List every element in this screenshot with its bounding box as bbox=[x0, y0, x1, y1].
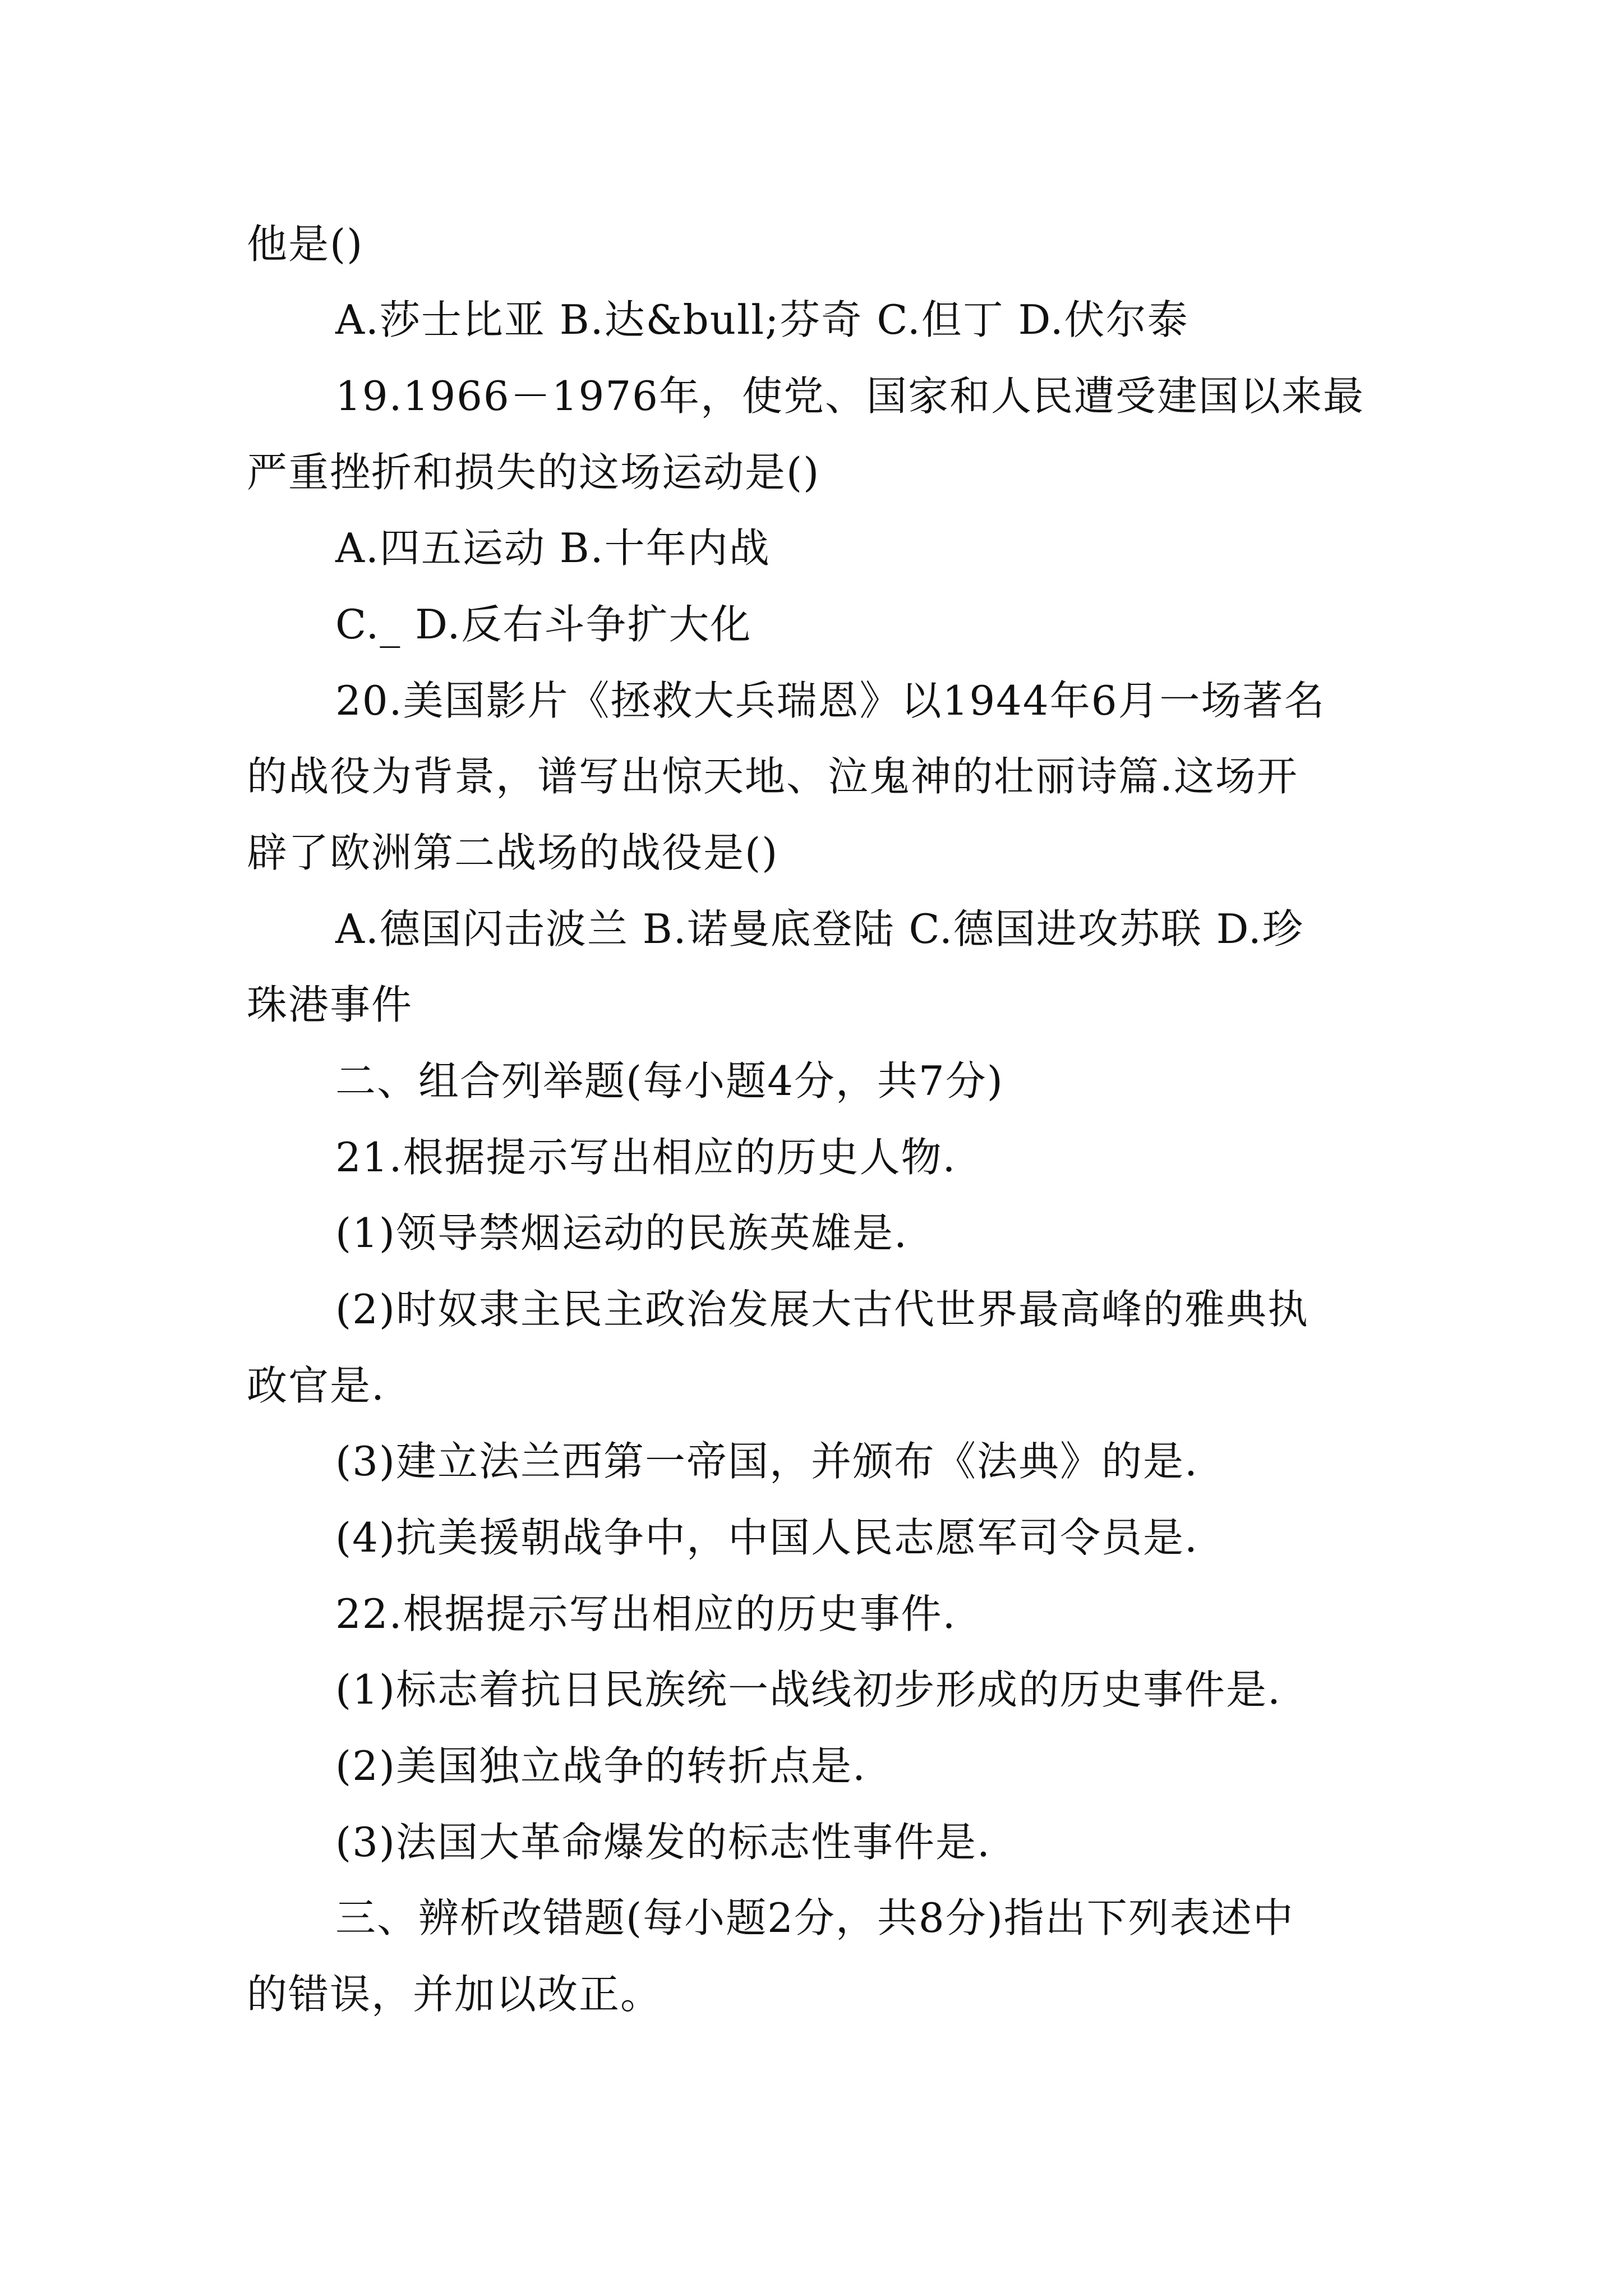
text-line: 三、辨析改错题(每小题2分，共8分)指出下列表述中 bbox=[335, 1894, 1294, 1941]
text-line: 22.根据提示写出相应的历史事件. bbox=[335, 1590, 957, 1637]
text-line: 二、组合列举题(每小题4分，共7分) bbox=[335, 1057, 1004, 1105]
text-line: 21.根据提示写出相应的历史人物. bbox=[335, 1134, 957, 1181]
text-line: C._ D.反右斗争扩大化 bbox=[335, 601, 752, 648]
text-line: 19.1966－1976年，使党、国家和人民遭受建国以来最 bbox=[335, 372, 1364, 420]
text-line: 他是() bbox=[247, 220, 364, 268]
text-line: 珠港事件 bbox=[247, 981, 413, 1028]
text-line: 辟了欧洲第二战场的战役是() bbox=[247, 829, 779, 876]
text-line: A.四五运动 B.十年内战 bbox=[335, 524, 771, 572]
text-line: 严重挫折和损失的这场运动是() bbox=[247, 449, 820, 496]
text-line: (3)法国大革命爆发的标志性事件是. bbox=[335, 1819, 991, 1866]
text-line: (4)抗美援朝战争中，中国人民志愿军司令员是. bbox=[335, 1514, 1198, 1561]
text-line: 的战役为背景，谱写出惊天地、泣鬼神的壮丽诗篇.这场开 bbox=[247, 753, 1298, 800]
text-line: (1)领导禁烟运动的民族英雄是. bbox=[335, 1209, 908, 1257]
text-line: (2)美国独立战争的转折点是. bbox=[335, 1742, 866, 1789]
text-line: 20.美国影片《拯救大兵瑞恩》以1944年6月一场著名 bbox=[335, 677, 1326, 724]
text-line: 政官是. bbox=[247, 1362, 385, 1409]
text-line: A.德国闪击波兰 B.诺曼底登陆 C.德国进攻苏联 D.珍 bbox=[335, 905, 1304, 953]
text-line: (3)建立法兰西第一帝国，并颁布《法典》的是. bbox=[335, 1438, 1198, 1485]
text-line: A.莎士比亚 B.达&bull;芬奇 C.但丁 D.伏尔泰 bbox=[335, 296, 1189, 343]
text-line: 的错误，并加以改正。 bbox=[247, 1971, 662, 2018]
text-line: (2)时奴隶主民主政治发展大古代世界最高峰的雅典执 bbox=[335, 1286, 1309, 1333]
text-line: (1)标志着抗日民族统一战线初步形成的历史事件是. bbox=[335, 1666, 1281, 1713]
